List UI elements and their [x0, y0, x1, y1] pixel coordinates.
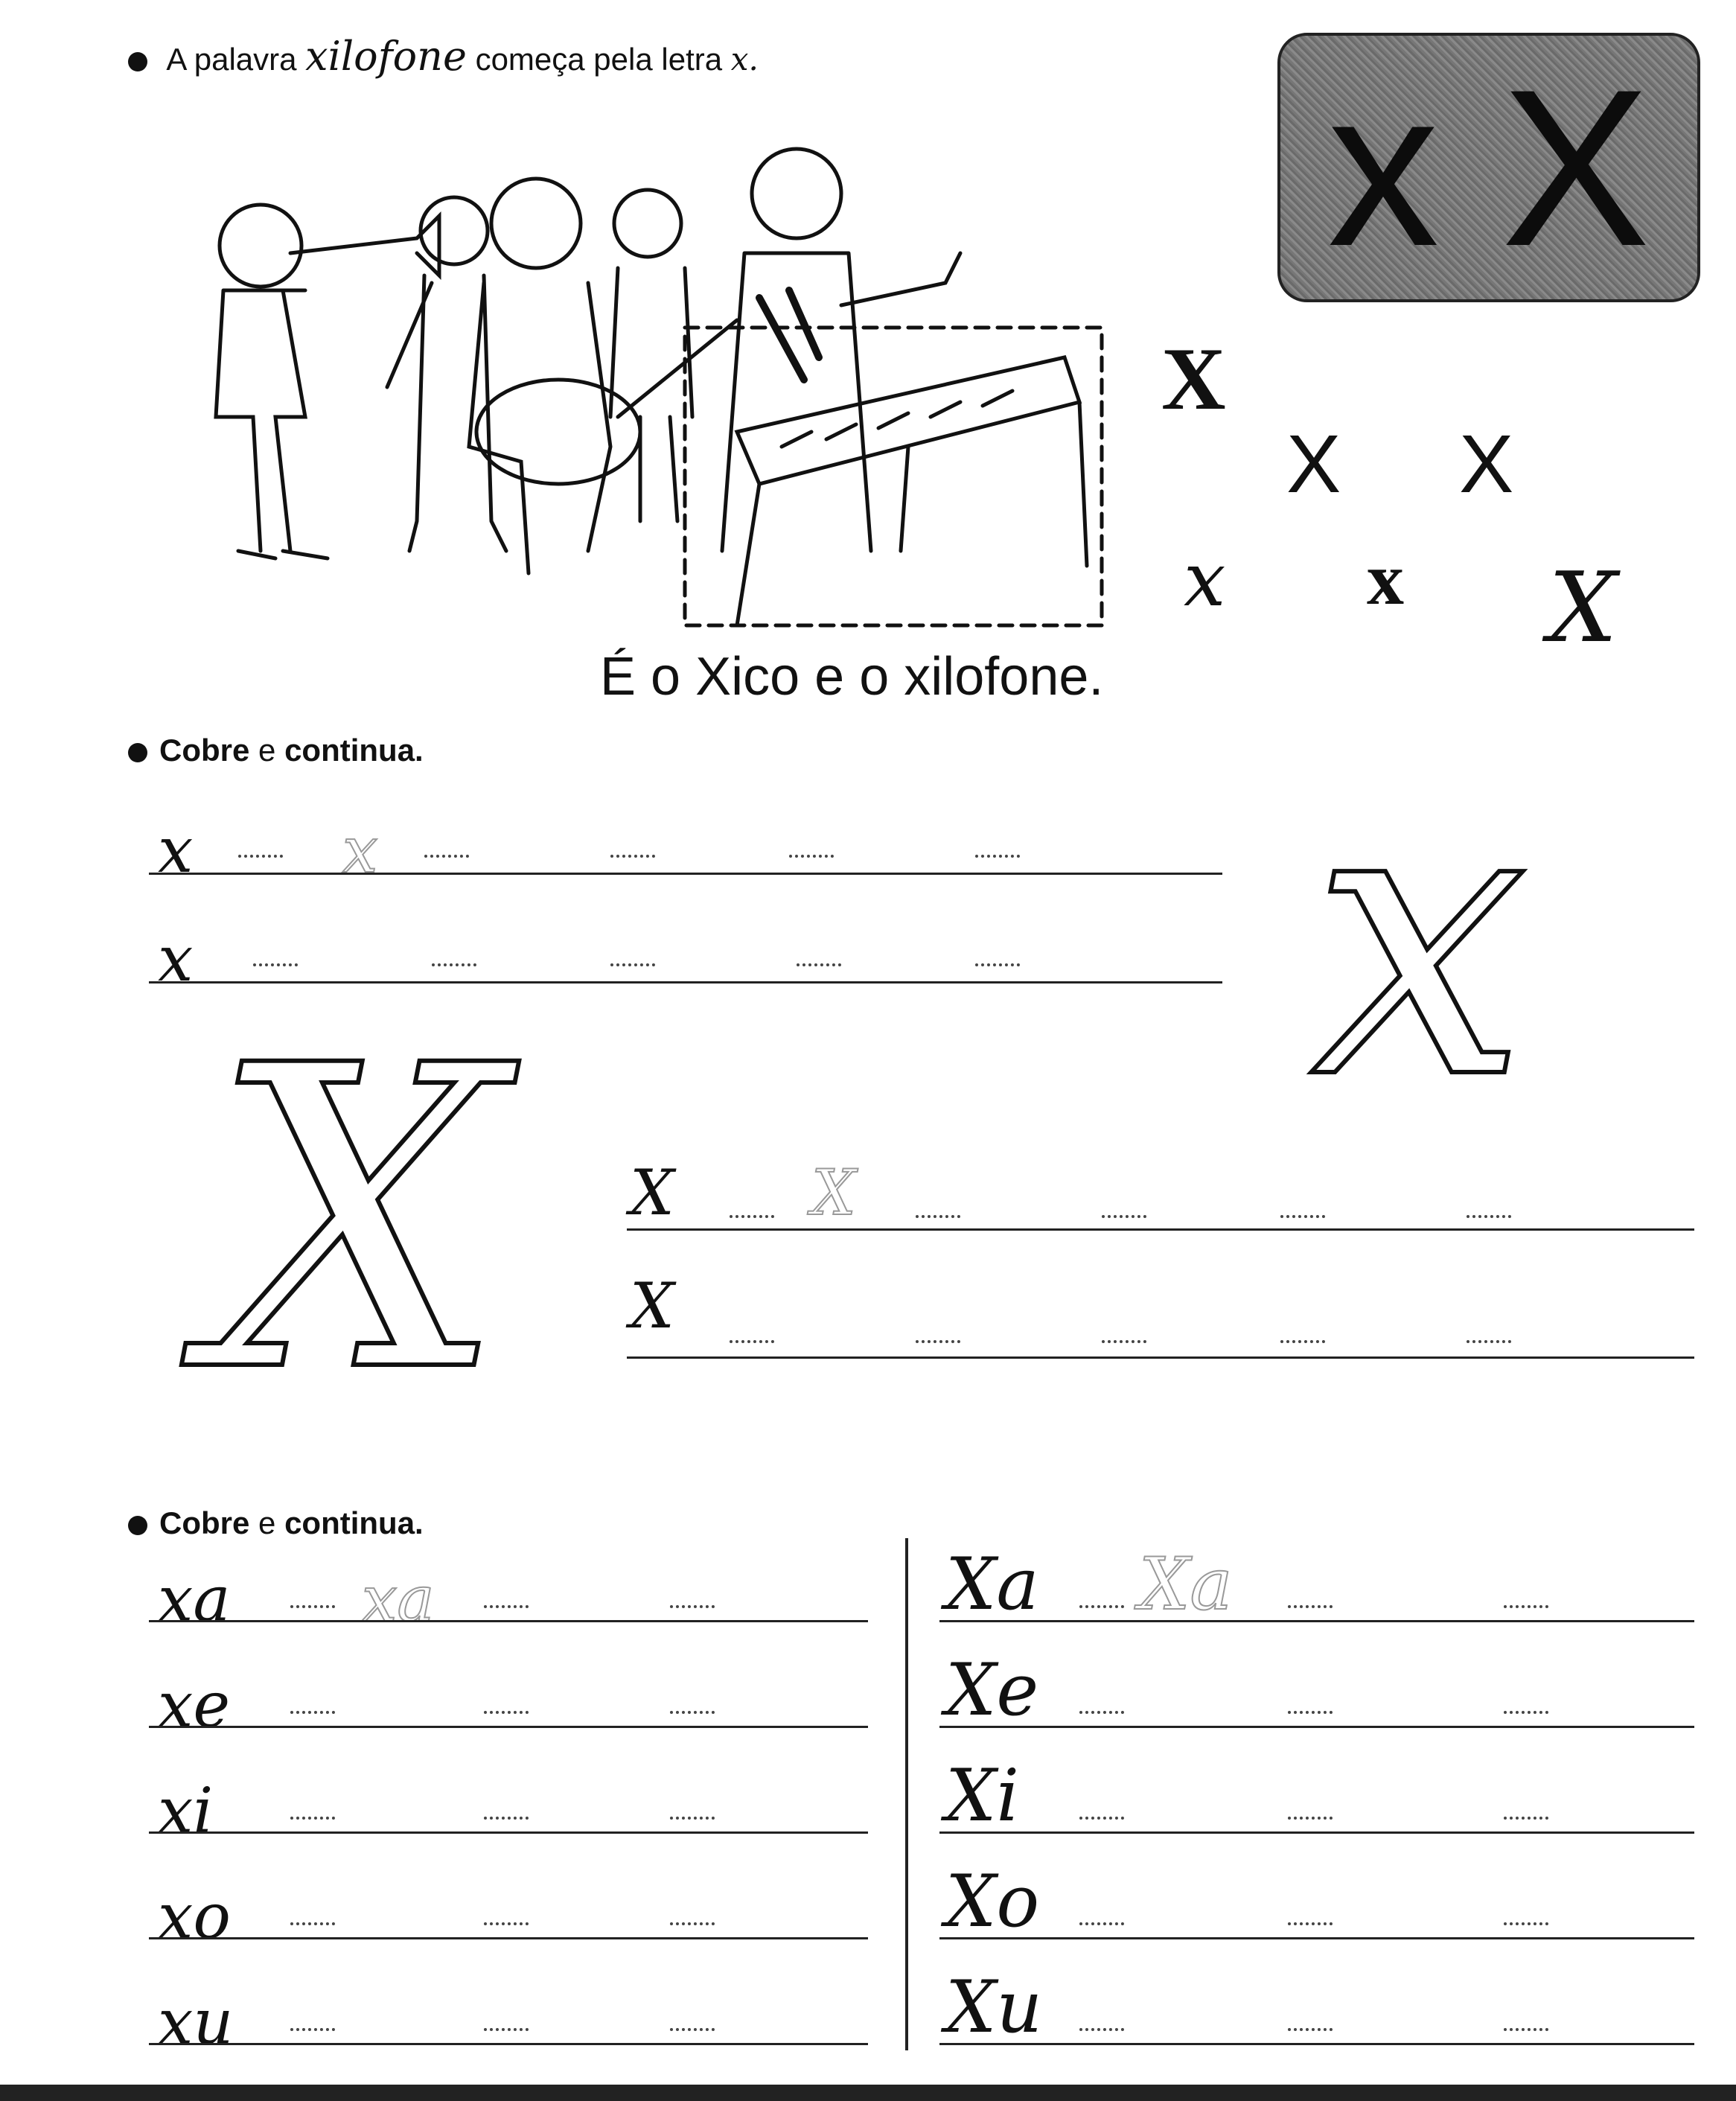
- bullet-icon: [128, 743, 147, 762]
- syllable-xa: xa: [158, 1563, 231, 1636]
- row1-trace-letter: x: [342, 814, 378, 887]
- writing-line: [149, 1726, 868, 1728]
- xylophone-icon: [737, 357, 1087, 625]
- writing-line: [149, 1937, 868, 1939]
- dash-mark: [484, 2028, 529, 2031]
- intro-letter: x.: [730, 41, 759, 77]
- dash-mark: [1467, 1340, 1511, 1343]
- bullet-icon: [128, 1516, 147, 1535]
- page-bottom-edge: [0, 2085, 1736, 2101]
- sparkle-letter-6: X: [1548, 551, 1618, 664]
- child-figure: [610, 190, 692, 521]
- dash-mark: [916, 1340, 960, 1343]
- dash-mark: [484, 1922, 529, 1925]
- dash-mark: [1079, 2028, 1124, 2031]
- dash-mark: [1504, 1922, 1548, 1925]
- writing-line: [939, 1620, 1694, 1622]
- dash-mark: [1288, 1922, 1333, 1925]
- dash-mark: [670, 1711, 715, 1714]
- section1-instruction: Cobre e continua.: [128, 733, 424, 768]
- dash-mark: [1288, 2028, 1333, 2031]
- dash-mark: [1280, 1340, 1325, 1343]
- syllable-Xo: Xo: [945, 1860, 1040, 1943]
- dash-mark: [610, 963, 655, 966]
- dash-mark: [1467, 1215, 1511, 1218]
- writing-line: [939, 1831, 1694, 1834]
- dash-mark: [290, 1817, 335, 1820]
- dash-mark: [670, 1922, 715, 1925]
- syllable-xu: xu: [158, 1986, 234, 2059]
- dash-mark: [484, 1605, 529, 1608]
- syllable-xo: xo: [158, 1880, 231, 1953]
- dash-mark: [916, 1215, 960, 1218]
- dash-mark: [1102, 1340, 1146, 1343]
- trumpet-player-figure: [216, 205, 439, 558]
- dash-mark: [730, 1340, 774, 1343]
- row2-model-letter: x: [158, 922, 194, 995]
- bullet-icon: [128, 52, 147, 71]
- letter-badge: [1277, 33, 1700, 302]
- sparkle-letter-2: X: [1286, 418, 1341, 510]
- syllable-xi: xi: [158, 1774, 214, 1847]
- dash-mark: [290, 2028, 335, 2031]
- intro-word: xilofone: [305, 33, 467, 80]
- dash-mark: [484, 1817, 529, 1820]
- dash-mark: [1288, 1605, 1333, 1608]
- dash-mark: [484, 1711, 529, 1714]
- writing-line: [149, 1831, 868, 1834]
- writing-line: [939, 1726, 1694, 1728]
- dash-mark: [1288, 1817, 1333, 1820]
- dash-mark: [975, 963, 1020, 966]
- syllable-Xi: Xi: [945, 1754, 1020, 1837]
- dash-mark: [1504, 1605, 1548, 1608]
- row1-model-letter: x: [158, 814, 194, 887]
- dash-mark: [290, 1922, 335, 1925]
- dash-mark: [789, 855, 834, 858]
- dash-mark: [1079, 1817, 1124, 1820]
- sparkle-letter-4: x: [1184, 536, 1226, 623]
- dash-mark: [238, 855, 283, 858]
- dash-mark: [1102, 1215, 1146, 1218]
- dash-mark: [1504, 1817, 1548, 1820]
- writing-line: [939, 1937, 1694, 1939]
- big-lowercase-trace-model: x: [1310, 712, 1529, 1164]
- dash-mark: [290, 1605, 335, 1608]
- syllable-xe: xe: [158, 1668, 231, 1741]
- syllable-Xa: Xa: [945, 1543, 1039, 1626]
- dash-mark: [610, 855, 655, 858]
- dash-mark: [1288, 1711, 1333, 1714]
- dash-mark: [730, 1215, 774, 1218]
- dash-mark: [1280, 1215, 1325, 1218]
- dash-mark: [1079, 1605, 1124, 1608]
- syllable-Xa-trace: Xa: [1139, 1543, 1233, 1626]
- illustration-caption: É o Xico e o xilofone.: [600, 647, 1104, 707]
- row4-model-letter: X: [630, 1269, 674, 1342]
- badge-letters: x X: [1327, 42, 1650, 293]
- writing-line: [627, 1356, 1694, 1359]
- dash-mark: [1504, 2028, 1548, 2031]
- dash-mark: [1504, 1711, 1548, 1714]
- dash-mark: [670, 2028, 715, 2031]
- dash-mark: [670, 1605, 715, 1608]
- flute-player-figure: [387, 197, 506, 551]
- writing-line: [939, 2043, 1694, 2045]
- sparkle-letter-3: X: [1459, 418, 1514, 510]
- row3-model-letter: X: [630, 1156, 674, 1229]
- dash-mark: [290, 1711, 335, 1714]
- intro-sentence: A palavra xilofone começa pela letra x.: [128, 33, 759, 80]
- writing-line: [149, 2043, 868, 2045]
- band-illustration: [171, 134, 1124, 640]
- dash-mark: [424, 855, 469, 858]
- writing-line: [627, 1228, 1694, 1231]
- row3-trace-letter: X: [811, 1156, 856, 1229]
- dash-mark: [253, 963, 298, 966]
- sparkle-letter-1: X: [1161, 329, 1226, 428]
- big-uppercase-trace-model: X: [208, 978, 505, 1464]
- guitar-player-figure: [469, 179, 737, 573]
- syllable-Xe: Xe: [945, 1648, 1039, 1732]
- dash-mark: [1079, 1711, 1124, 1714]
- dash-mark: [432, 963, 476, 966]
- dash-mark: [975, 855, 1020, 858]
- dash-mark: [797, 963, 841, 966]
- writing-line: [149, 1620, 868, 1622]
- dash-mark: [1079, 1922, 1124, 1925]
- dash-mark: [670, 1817, 715, 1820]
- syllable-Xu: Xu: [945, 1965, 1043, 2049]
- section2-instruction: Cobre e continua.: [128, 1505, 424, 1541]
- writing-line: [149, 873, 1222, 875]
- column-divider: [905, 1538, 908, 2050]
- syllable-xa-trace: xa: [362, 1563, 435, 1636]
- sparkle-letter-5: x: [1367, 538, 1404, 620]
